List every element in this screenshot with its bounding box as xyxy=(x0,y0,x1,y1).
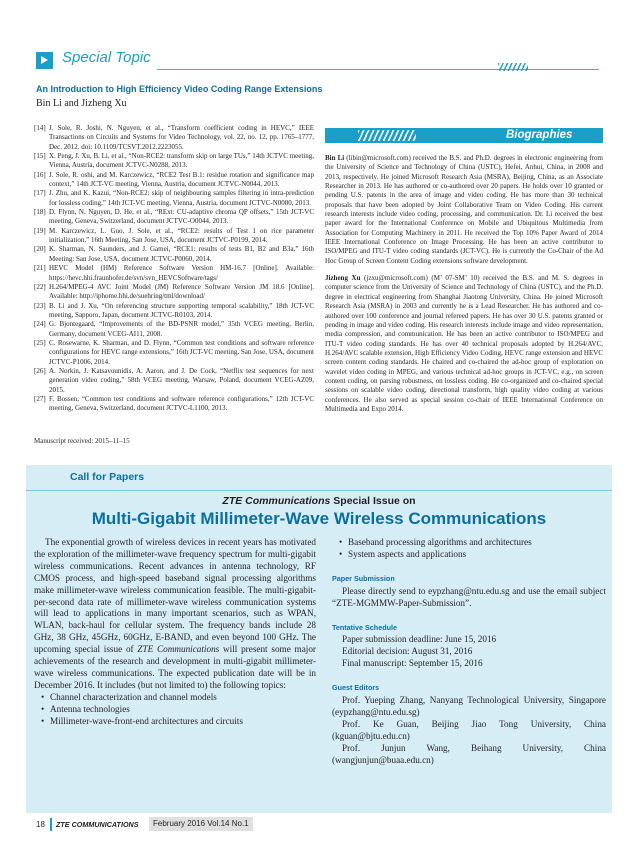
reference-text: J. Sole, R. Joshi, N. Nguyen, et al., “Transform coefficient coding in HEVC,” IEEE Transactions on Circuits and Systems for Video Technology, vol. 22, no. 12, pp. 1765–1777, Dec. 2012. doi: 10.1109/TCSVT.2012.2223055. xyxy=(49,124,314,151)
play-arrow-icon xyxy=(41,56,48,64)
reference-number: [18] xyxy=(34,208,46,217)
bio-paragraph xyxy=(325,274,603,414)
list-item: • Channel characterization and channel models xyxy=(34,692,316,704)
magazine-name: ZTE Communications xyxy=(137,644,220,655)
header-rule xyxy=(157,69,599,70)
guest-editor: Prof. Junjun Wang, Beihang University, China (wangjunjun@buaa.edu.cn) xyxy=(332,742,606,765)
call-for-papers-label: Call for Papers xyxy=(70,471,145,483)
article-title: An Introduction to High Efficiency Video Coding Range Extensions xyxy=(36,84,323,94)
bio-name: Bin Li xyxy=(325,154,345,162)
list-item: • Baseband processing algorithms and architectures xyxy=(332,537,606,549)
cfp-left-column xyxy=(34,537,316,728)
subtitle-text: Special Issue on xyxy=(333,495,416,507)
reference-item xyxy=(34,124,314,152)
reference-item xyxy=(34,367,314,395)
reference-item xyxy=(34,395,314,414)
reference-text: H.264/MPEG-4 AVC Joint Model (JM) Reference Software Version JM 18.6 [Online]. Available: http://iphome.hhi.de/suehring/tml/download/ xyxy=(49,282,314,301)
reference-item xyxy=(34,320,314,339)
reference-item xyxy=(34,171,314,190)
reference-number: [24] xyxy=(34,320,46,329)
biographies-title: Biographies xyxy=(506,129,573,141)
reference-number: [21] xyxy=(34,264,46,273)
reference-text: D. Flynn, N. Nguyen, D. He, et al., “RExt: CU-adaptive chroma QP offsets,” 15th JCT-VC meeting, Geneva, Switzerland, document JCTVC-O0044, 2013. xyxy=(49,208,314,226)
submission-text: Please directly send to eypzhang@ntu.edu.sg and use the email subject “ZTE-MGMMW-Paper-Submission”. xyxy=(332,585,606,608)
schedule-line: Paper submission deadline: June 15, 2016 xyxy=(342,634,497,645)
reference-text: K. Sharman, N. Saunders, and J. Gamei, “RCE1: results of tests B1, B2 and B3a,” 16th Meeting: San Jose, USA, document JCTVC-P0060, 2014. xyxy=(49,245,314,263)
journal-logo: ZTE COMMUNICATIONS xyxy=(56,820,139,829)
reference-text: X. Peng, J. Xu, B. Li, et al., “Non-RCE2: transform skip on large TUs,” 14th JCTVC meeting, Vienna, Austria, document JCTVC-N0288, 2013. xyxy=(49,152,314,170)
reference-item xyxy=(34,283,314,302)
reference-number: [25] xyxy=(34,338,46,347)
special-issue-subtitle xyxy=(0,495,638,507)
reference-item xyxy=(34,208,314,227)
reference-item xyxy=(34,189,314,208)
guest-editor: Prof. Yueping Zhang, Nanyang Technological University, Singapore (eypzhang@ntu.edu.sg) xyxy=(332,695,606,717)
bio-text: (libin@microsoft.com) received the B.S. and Ph.D. degrees in electronic engineering from the University of Science and Technology of China (USTC), Hefei, Anhui, China, in 2008 and 2013, respectively. He joined Microsoft Research Asia (MSRA), Beijing, China, as an Associate Researcher in 2013. He has authored or co-authored over 20 papers. He holds over 10 granted or pending U.S. patents in the area of image and video coding. He has more than 30 technical proposals that have been adopted by Joint Collaborative Team on Video Coding. His current research interests include video coding, processing, and communication. Dr. Li received the best paper award for the International Conference on Mobile and Ubiquitous Multimedia from Association for Computing Machinery in 2011. He received the Top 10% Paper Award of 2014 IEEE International Conference on Image Processing. He has been an active contributor to ISO/MPEG and ITU-T video coding standards (JCT-VC). He is currently the Co-Chair of the Ad Hoc Group of Screen Content Coding extensions software development. xyxy=(325,154,603,265)
schedule-line: Editorial decision: August 31, 2016 xyxy=(342,646,473,657)
reference-item xyxy=(34,152,314,171)
reference-item xyxy=(34,227,314,246)
reference-item xyxy=(34,339,314,367)
reference-number: [20] xyxy=(34,245,46,254)
editors-heading: Guest Editors xyxy=(332,683,380,693)
reference-item xyxy=(34,245,314,264)
guest-editor: Prof. Ke Guan, Beijing Jiao Tong University, China (kguan@bjtu.edu.cn) xyxy=(332,718,606,741)
list-item: • Antenna technologies xyxy=(34,704,316,716)
reference-text: A. Norkin, J. Katsavounidis, A. Aaron, and J. De Cock, “Netflix test sequences for next generation video coding,” 58th VCEG meeting, Warsaw, Poland, document VCEG-AZ09, 2015. xyxy=(49,366,314,394)
header-hatch-decoration xyxy=(498,63,528,71)
reference-number: [19] xyxy=(34,226,46,235)
biographies-body xyxy=(325,154,603,422)
schedule-line: Final manuscript: September 15, 2016 xyxy=(342,658,483,669)
bio-name: Jizheng Xu xyxy=(325,274,361,283)
reference-text: J. Sole, R. oshi, and M. Karczewicz, “RCE2 Test B.1: residue rotation and significance map context,” 14th JCT-VC meeting, Vienna, Austria, document JCTVC-N0044, 2013. xyxy=(49,170,314,189)
topics-list xyxy=(332,537,606,561)
call-for-papers-rule xyxy=(26,490,612,491)
footer-divider xyxy=(50,818,52,831)
reference-text: G. Bjontegaard, “Improvements of the BD-PSNR model,” 35th VCEG meeting, Berlin, Germany, document VCEG-AI11, 2008. xyxy=(49,320,314,338)
reference-text: B. Li and J. Xu, “On referencing structure supporting temporal scalability,” 18th JCT-VC meeting, Sapporo, Japan, document JCTVC-R0103, 2014. xyxy=(49,301,314,319)
reference-text: M. Karczewicz, L. Guo, J. Sole, et al., “RCE2: results of Test 1 on rice parameter initialization,” 16th Meeting, San Jose, USA, document JCTVC-P0199, 2014. xyxy=(49,226,314,245)
reference-text: F. Bossen, “Common test conditions and software reference configurations,” 12th JCT-VC meeting, Geneva, Switzerland, document JCTVC-L1100, 2013. xyxy=(49,394,314,413)
reference-item xyxy=(34,264,314,283)
reference-text: J. Zhu, and K. Kazui, “Non-RCE2: skip of neighbouring samples filtering in intra-prediction for lossless coding,” 14th JCT-VC meeting, Vienna, Austria, document JCTVC-N0080, 2013. xyxy=(49,189,314,207)
bio-text: (jzxu@microsoft.com) (M’ 07-SM’ 10) received the B.S. and M. S. degrees in computer science from the University of Science and Technology of China (USTC), and the Ph.D. degree in electrical engineering from Shanghai Jiaotong University, China. He joined Microsoft Research Asia (MSRA) in 2003 and currently he is a Lead Researcher. He has authored and co-authored over 100 conference and journal refereed papers. He has over 30 U.S. patents granted or pending in image and video coding. His research interests include image and video representation, media compression, and communication. He has been an active contributor to ISO/MPEG and ITU-T video coding standards. He has over 40 technical proposals adopted by H.264/AVC, H.264/AVC scalable extension, High Efficiency Video Coding, HEVC range extension and HEVC screen content coding standards. He chaired and co-chaired the ad-hoc group of exploration on wavelet video coding in MPEG, and various technical ad-hoc groups in JCT-VC, e.g., on screen content coding, on parsing robustness, on lossless coding. He co-organized and co-chaired special sessions on scalable video coding, directional transform, high quality video coding at various conferences. He also served as special session co-chair of IEEE International Conference on Multimedia and Expo 2014. xyxy=(325,274,604,413)
magazine-name: ZTE Communications xyxy=(222,495,331,507)
reference-item xyxy=(34,302,314,321)
section-title: Special Topic xyxy=(62,49,151,66)
issue-date: February 2016 Vol.14 No.1 xyxy=(149,817,253,831)
topics-list xyxy=(34,692,316,728)
reference-text: HEVC Model (HM) Reference Software Version HM-16.7 [Online]. Available: https://hevc.hhi.fraunhofer.de/svn/svn_HEVCSoftware/tags/ xyxy=(49,264,314,282)
reference-number: [14] xyxy=(34,124,46,132)
cfp-right-column xyxy=(332,537,606,767)
cfp-intro: The exponential growth of wireless devices in recent years has motivated the exploration of the millimeter-wave frequency spectrum for multi-gigabit wireless communications. Recent advances in antenna technology, RF CMOS process, and high-speed baseband signal processing algorithms make millimeter-wave wireless communication feasible. The multi-gigabit-per-second data rate of millimeter-wave wireless communication systems will lead to applications in many important scenarios, such as WPAN, WLAN, back-haul for cellular system. The frequency bands include 28 GHz, 38 GHz, 45GHz, 60GHz, E-BAND, and even beyond 100 GHz. The upcoming special issue of ZTE Communications will present some major achievements of the research and development in multi-gigabit millimeter-wave wireless communications. The expected publication date will be in December 2016. It includes (but not limited to) the following topics: xyxy=(34,537,316,690)
article-authors: Bin Li and Jizheng Xu xyxy=(36,98,127,109)
reference-number: [26] xyxy=(34,366,46,375)
reference-number: [16] xyxy=(34,170,46,179)
reference-number: [17] xyxy=(34,189,46,198)
reference-number: [15] xyxy=(34,152,46,161)
page-number: 18 xyxy=(36,820,45,829)
special-issue-title: Multi-Gigabit Millimeter-Wave Wireless Communications xyxy=(91,509,547,528)
reference-number: [23] xyxy=(34,301,46,310)
bio-paragraph xyxy=(325,154,603,266)
reference-text: C. Rosewarne, K. Sharman, and D. Flynn, “Common test conditions and software reference configurations for HEVC range extensions,” 16th JCT-VC meeting, San Jose, USA, document JCTVC-P1006, 2014. xyxy=(49,338,314,366)
list-item: • Millimeter-wave-front-end architectures and circuits xyxy=(34,716,316,728)
list-item: • System aspects and applications xyxy=(332,549,606,561)
manuscript-received: Manuscript received: 2015–11–15 xyxy=(34,437,130,445)
banner-hatch-decoration xyxy=(358,130,416,141)
reference-number: [22] xyxy=(34,282,46,291)
submission-heading: Paper Submission xyxy=(332,573,395,583)
references-list xyxy=(34,124,314,414)
reference-number: [27] xyxy=(34,394,46,403)
schedule-heading: Tentative Schedule xyxy=(332,622,397,632)
